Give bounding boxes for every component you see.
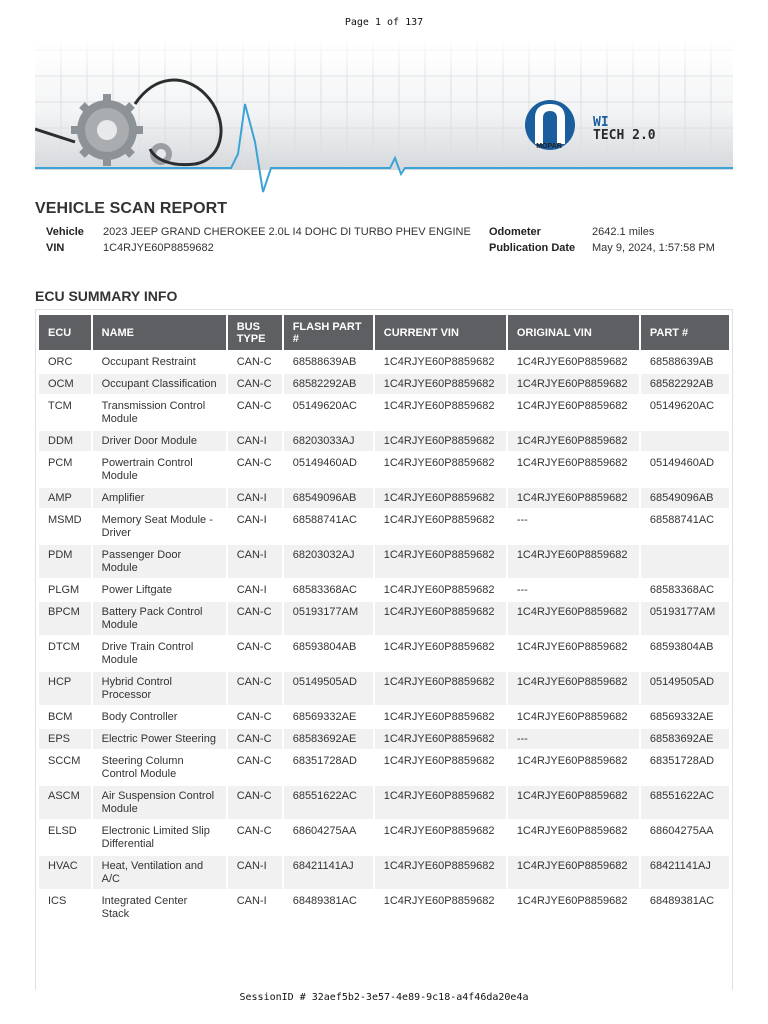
table-row [39,374,729,394]
current-vin-cell: 1C4RJYE60P8859682 [375,602,506,635]
vehicle-label: Vehicle [46,226,84,238]
ecu-name-cell: Memory Seat Module - Driver [101,514,213,539]
odometer-info-labels [489,224,575,256]
ecu-name-cell: Occupant Restraint [101,356,196,368]
bus-type-cell: CAN-I [228,431,282,451]
table-row [39,431,729,451]
publication-date-value: May 9, 2024, 1:57:58 PM [592,242,715,254]
flash-part-number-cell: 68203033AJ [284,431,373,451]
table-row [39,602,729,635]
ecu-code-cell: OCM [39,374,91,394]
ecu-code-cell: MSMD [48,514,82,526]
original-vin-cell: 1C4RJYE60P8859682 [516,641,628,653]
part-number-cell: 68421141AJ [641,856,729,889]
original-vin-cell: --- [508,729,639,749]
flash-part-number-cell: 05149460AD [292,457,357,469]
ecu-name-cell: Occupant Classification [93,374,226,394]
original-vin-cell: 1C4RJYE60P8859682 [508,672,639,705]
ecu-code-cell: HCP [39,672,91,705]
table-row [39,786,729,819]
table-row [39,580,729,600]
flash-part-number-cell: 68569332AE [292,711,357,723]
table-row [39,729,729,749]
original-vin-cell: 1C4RJYE60P8859682 [516,400,628,412]
ecu-name-cell: Integrated Center Stack [101,895,188,920]
flash-part-number-cell: 68551622AC [284,786,373,819]
bus-type-cell: CAN-C [228,374,282,394]
vin-label: VIN [46,242,65,254]
mopar-logo [525,100,575,150]
table-row [39,672,729,705]
current-vin-cell: 1C4RJYE60P8859682 [383,755,495,767]
part-number-cell: 68593804AB [649,641,714,653]
bus-type-cell: CAN-C [236,825,272,837]
bus-type-cell: CAN-I [236,895,267,907]
odometer-label: Odometer [489,226,541,238]
flash-part-number-cell: 68351728AD [292,755,357,767]
table-row [39,510,729,543]
part-number-cell: 68583692AE [641,729,729,749]
original-vin-cell: 1C4RJYE60P8859682 [508,786,639,819]
table-row [39,891,729,924]
original-vin-cell: 1C4RJYE60P8859682 [516,895,628,907]
bus-type-cell: CAN-C [236,711,272,723]
original-vin-cell: --- [516,514,528,526]
table-row [39,396,729,429]
part-number-cell: 68604275AA [649,825,714,837]
table-row [39,545,729,578]
flash-part-number-cell: 05193177AM [284,602,373,635]
ecu-code-cell: ICS [48,895,67,907]
part-number-cell: 68569332AE [649,711,714,723]
current-vin-cell: 1C4RJYE60P8859682 [375,488,506,508]
svg-text:TECH 2.0: TECH 2.0 [593,128,656,143]
original-vin-cell: 1C4RJYE60P8859682 [508,488,639,508]
part-number-cell: 68588741AC [649,514,715,526]
bus-type-cell: CAN-C [228,786,282,819]
bus-type-cell: CAN-I [228,545,282,578]
current-vin-cell: 1C4RJYE60P8859682 [383,400,495,412]
table-row [39,637,729,670]
ecu-code-cell: EPS [39,729,91,749]
bus-type-cell: CAN-I [236,514,267,526]
bus-type-cell: CAN-C [228,729,282,749]
current-vin-cell: 1C4RJYE60P8859682 [383,641,495,653]
ecu-name-cell: Hybrid Control Processor [93,672,226,705]
current-vin-cell: 1C4RJYE60P8859682 [375,672,506,705]
ecu-code-cell: ORC [48,356,73,368]
column-header: CURRENT VIN [375,315,506,350]
vehicle-info-labels [46,224,84,256]
part-number-cell: 05149505AD [641,672,729,705]
flash-part-number-cell: 68582292AB [284,374,373,394]
current-vin-cell: 1C4RJYE60P8859682 [383,514,495,526]
original-vin-cell: --- [516,584,528,596]
part-number-cell: 05149460AD [649,457,715,469]
column-header: BUS TYPE [228,315,282,350]
session-id: SessionID # 32aef5b2-3e57-4e89-9c18-a4f46da20e4a [239,992,529,1003]
bus-type-cell: CAN-I [236,584,267,596]
original-vin-cell: 1C4RJYE60P8859682 [508,374,639,394]
ecu-name-cell: Heat, Ventilation and A/C [93,856,226,889]
ecu-name-cell: Electronic Limited Slip Differential [101,825,210,850]
bus-type-cell: CAN-C [228,672,282,705]
bus-type-cell: CAN-I [228,856,282,889]
table-row [39,707,729,727]
ecu-name-cell: Steering Column Control Module [101,755,184,780]
table-row [39,488,729,508]
bus-type-cell: CAN-C [228,602,282,635]
table-row [39,352,729,372]
page-number: Page 1 of 137 [344,17,424,28]
publication-date-label: Publication Date [489,242,576,254]
ecu-name-cell: Passenger Door Module [93,545,226,578]
part-number-cell: 68588639AB [649,356,714,368]
original-vin-cell: 1C4RJYE60P8859682 [516,457,628,469]
ecu-name-cell: Transmission Control Module [101,400,206,425]
flash-part-number-cell: 68588741AC [292,514,357,526]
part-number-cell: 68351728AD [649,755,715,767]
ecu-table-body [39,352,729,924]
ecu-name-cell: Drive Train Control Module [101,641,194,666]
ecu-name-cell: Battery Pack Control Module [93,602,226,635]
flash-part-number-cell: 68203032AJ [284,545,373,578]
part-number-cell [641,545,729,578]
original-vin-cell: 1C4RJYE60P8859682 [516,825,628,837]
flash-part-number-cell: 68588639AB [292,356,357,368]
flash-part-number-cell: 68489381AC [292,895,357,907]
ecu-code-cell: HVAC [39,856,91,889]
current-vin-cell: 1C4RJYE60P8859682 [375,856,506,889]
report-title: VEHICLE SCAN REPORT [35,200,228,217]
flash-part-number-cell: 68549096AB [284,488,373,508]
part-number-cell: 68583368AC [649,584,715,596]
bus-type-cell: CAN-C [236,400,272,412]
ecu-code-cell: BCM [48,711,73,723]
part-number-cell: 68551622AC [641,786,729,819]
table-row [39,453,729,486]
current-vin-cell: 1C4RJYE60P8859682 [375,431,506,451]
ecu-summary-table [37,313,731,926]
column-header: PART # [641,315,729,350]
table-header-row [39,315,729,350]
svg-text:MOPAR: MOPAR [536,143,562,150]
flash-part-number-cell: 68421141AJ [284,856,373,889]
original-vin-cell: 1C4RJYE60P8859682 [508,545,639,578]
current-vin-cell: 1C4RJYE60P8859682 [375,545,506,578]
original-vin-cell: 1C4RJYE60P8859682 [516,711,628,723]
ecu-code-cell: TCM [48,400,72,412]
flash-part-number-cell: 68604275AA [292,825,357,837]
ecu-code-cell: PLGM [48,584,80,596]
ecu-name-cell: Body Controller [101,711,178,723]
flash-part-number-cell: 05149505AD [284,672,373,705]
original-vin-cell: 1C4RJYE60P8859682 [516,755,628,767]
part-number-cell: 05149620AC [649,400,715,412]
ecu-summary-title: ECU SUMMARY INFO [35,288,178,304]
vehicle-value: 2023 JEEP GRAND CHEROKEE 2.0L I4 DOHC DI TURBO PHEV ENGINE [103,226,471,238]
ecu-name-cell: Powertrain Control Module [101,457,193,482]
ecu-code-cell: SCCM [48,755,81,767]
part-number-cell: 68549096AB [641,488,729,508]
ecu-name-cell: Amplifier [93,488,226,508]
flash-part-number-cell: 68583368AC [292,584,357,596]
header-banner [35,34,733,194]
current-vin-cell: 1C4RJYE60P8859682 [383,895,495,907]
bus-type-cell: CAN-C [236,457,272,469]
ecu-code-cell: BPCM [39,602,91,635]
current-vin-cell: 1C4RJYE60P8859682 [383,356,495,368]
ecu-name-cell: Air Suspension Control Module [93,786,226,819]
ecu-name-cell: Driver Door Module [93,431,226,451]
current-vin-cell: 1C4RJYE60P8859682 [383,825,495,837]
ecu-name-cell: Power Liftgate [101,584,172,596]
table-row [39,856,729,889]
part-number-cell: 68582292AB [641,374,729,394]
current-vin-cell: 1C4RJYE60P8859682 [375,786,506,819]
original-vin-cell: 1C4RJYE60P8859682 [516,356,628,368]
ecu-code-cell: AMP [39,488,91,508]
ecu-code-cell: DTCM [48,641,80,653]
column-header: ECU [39,315,91,350]
flash-part-number-cell: 05149620AC [292,400,357,412]
flash-part-number-cell: 68593804AB [292,641,357,653]
current-vin-cell: 1C4RJYE60P8859682 [383,457,495,469]
current-vin-cell: 1C4RJYE60P8859682 [383,584,495,596]
ecu-code-cell: PCM [48,457,73,469]
ecu-code-cell: PDM [39,545,91,578]
current-vin-cell: 1C4RJYE60P8859682 [383,711,495,723]
ecu-code-cell: ASCM [39,786,91,819]
original-vin-cell: 1C4RJYE60P8859682 [508,431,639,451]
odometer-value: 2642.1 miles [592,226,655,238]
column-header: ORIGINAL VIN [508,315,639,350]
original-vin-cell: 1C4RJYE60P8859682 [508,856,639,889]
part-number-cell [641,431,729,451]
part-number-cell: 05193177AM [641,602,729,635]
column-header: NAME [93,315,226,350]
table-row [39,751,729,784]
current-vin-cell: 1C4RJYE60P8859682 [375,374,506,394]
vin-value: 1C4RJYE60P8859682 [103,242,214,254]
column-header: FLASH PART # [284,315,373,350]
ecu-name-cell: Electric Power Steering [93,729,226,749]
odometer-info-values [592,224,715,256]
bus-type-cell: CAN-C [236,755,272,767]
ecu-code-cell: DDM [39,431,91,451]
original-vin-cell: 1C4RJYE60P8859682 [508,602,639,635]
bus-type-cell: CAN-I [228,488,282,508]
bus-type-cell: CAN-C [236,356,272,368]
vehicle-info-values [103,224,471,256]
current-vin-cell: 1C4RJYE60P8859682 [375,729,506,749]
svg-text:WI: WI [593,115,609,130]
table-row [39,821,729,854]
bus-type-cell: CAN-C [236,641,272,653]
ecu-code-cell: ELSD [48,825,77,837]
flash-part-number-cell: 68583692AE [284,729,373,749]
part-number-cell: 68489381AC [649,895,715,907]
